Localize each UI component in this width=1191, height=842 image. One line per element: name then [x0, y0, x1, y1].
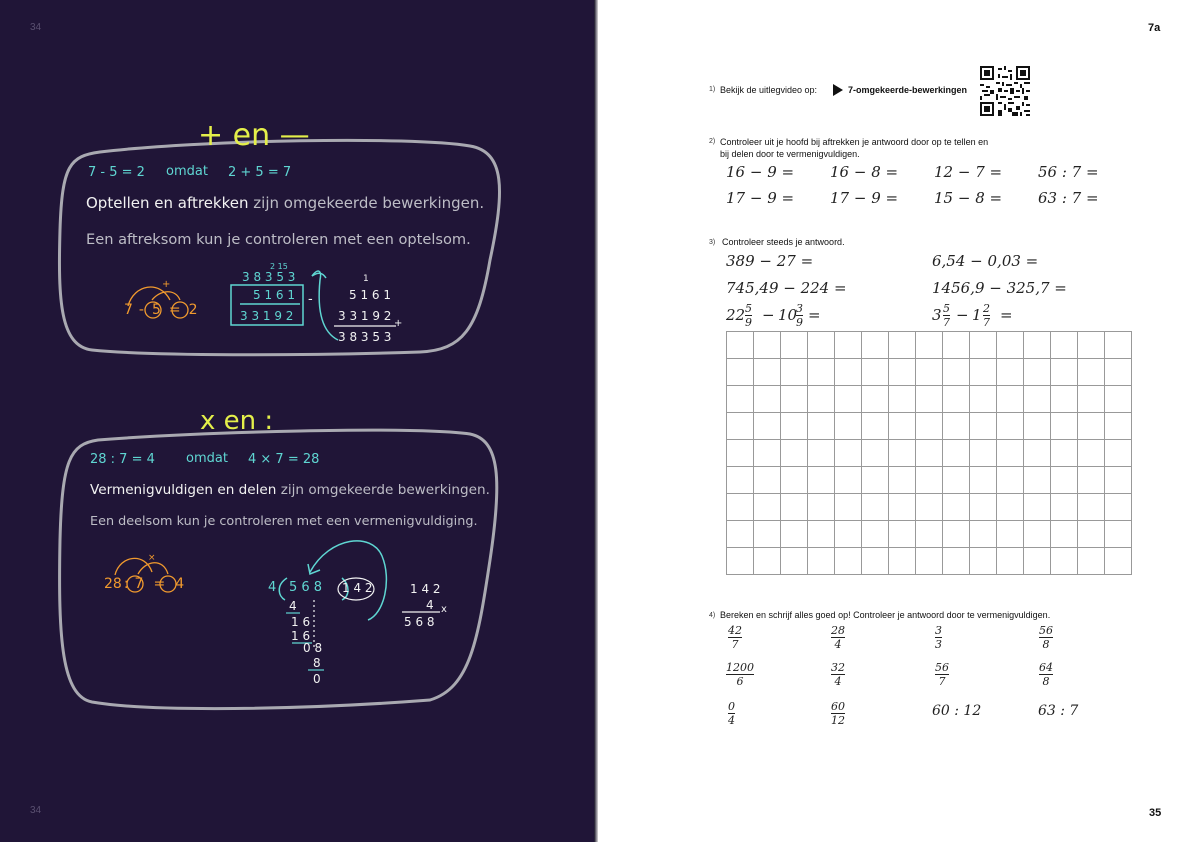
q3-frac2-op: − [956, 306, 969, 324]
box1-mini-plus: + [162, 279, 171, 290]
box2-example: 28 : 7 = 4 [90, 452, 155, 467]
addition-row-1: 5 1 6 1 [349, 288, 391, 302]
left-page-number-bottom: 34 [30, 805, 42, 816]
q3-frac2-whole-b: 1 [972, 306, 982, 324]
box1-because: omdat [166, 164, 208, 179]
box1-example: 7 - 5 = 2 [88, 165, 145, 180]
box2-statement-rest: zijn omgekeerde bewerkingen. [280, 482, 490, 498]
division-step-5: 8 [313, 656, 321, 670]
q3-item-4: 1456,9 − 325,7 = [932, 279, 1067, 297]
q4-fraction-2: 28 4 [831, 624, 845, 651]
q3-frac1-whole-b: 10 [778, 306, 798, 324]
q4-fraction-4: 56 8 [1039, 624, 1053, 651]
q2-item-1: 16 − 9 = [726, 163, 795, 181]
q3-frac1-a: 5 9 [745, 302, 752, 329]
q4-fraction-6: 32 4 [831, 661, 845, 688]
subtraction-minus: - [308, 292, 313, 307]
box1-mini-sum: 7 - 5 = 2 [124, 302, 198, 318]
q3-item-3: 745,49 − 224 = [726, 279, 847, 297]
q2-item-4: 56 : 7 = [1038, 163, 1099, 181]
carry-marks: 2 15 [270, 262, 288, 271]
play-icon[interactable] [832, 83, 844, 97]
q2-item-5: 17 − 9 = [726, 189, 795, 207]
q4-fraction-9: 0 4 [728, 700, 735, 727]
addition-row-2: 3 3 1 9 2 [338, 309, 392, 323]
box2-heading: x en : [200, 406, 274, 436]
q4-fraction-3: 3 3 [935, 624, 942, 651]
q4-division-1: 60 : 12 [932, 703, 982, 719]
q3-item-1: 389 − 27 = [726, 252, 814, 270]
q3-frac1-op: − [762, 306, 775, 324]
q2-item-6: 17 − 9 = [830, 189, 899, 207]
division-step-1: 4 [289, 599, 297, 613]
mini-arc-orange2 [152, 292, 180, 300]
mult-row-1: 1 4 2 [410, 582, 441, 596]
q3-frac2-a: 5 7 [943, 302, 950, 329]
q4-fraction-8: 64 8 [1039, 661, 1053, 688]
divisor-bracket [279, 578, 287, 600]
box1-statement-rest: zijn omgekeerde bewerkingen. [253, 194, 485, 212]
box1-rule: Een aftreksom kun je controleren met een optelsom. [86, 231, 471, 248]
q3-item-2: 6,54 − 0,03 = [932, 252, 1039, 270]
division-step-4: 0 8 [303, 641, 323, 655]
division-quotient: 1 4 2 [342, 581, 373, 595]
q3-frac1-eq: = [808, 306, 821, 324]
right-page-worksheet [598, 0, 1191, 842]
left-page-blackboard [0, 0, 594, 842]
box2-because: omdat [186, 451, 228, 466]
q3-frac1-whole-a: 22 [726, 306, 746, 324]
subtraction-row-3: 3 3 1 9 2 [240, 309, 294, 323]
q3-frac2-whole-a: 3 [932, 306, 942, 324]
q4-fraction-5: 1200 6 [726, 661, 754, 688]
q2-item-7: 15 − 8 = [934, 189, 1003, 207]
q3-number: 3) [709, 239, 716, 246]
q4-fraction-7: 56 7 [935, 661, 949, 688]
q3-text: Controleer steeds je antwoord. [722, 237, 845, 247]
box2-check: 4 × 7 = 28 [248, 452, 320, 467]
q2-number: 2) [709, 138, 716, 145]
q1-number: 1) [709, 86, 716, 93]
qr-code-icon[interactable] [980, 66, 1030, 116]
mult-times-sign: x [441, 604, 447, 615]
division-step-2: 1 6 [291, 615, 311, 629]
box1-statement [86, 194, 484, 212]
box2-statement-bold: Vermenigvuldigen en delen [90, 482, 277, 498]
answer-grid[interactable] [726, 331, 1132, 575]
division-divisor: 4 [268, 580, 277, 595]
box2-statement [90, 482, 490, 498]
division-dividend: 5 6 8 [289, 580, 323, 595]
q3-frac2-b: 2 7 [983, 302, 990, 329]
q4-fraction-1: 42 7 [728, 624, 742, 651]
box2-mini-times: × [148, 553, 156, 563]
left-page-number-top: 34 [30, 22, 42, 33]
chapter-tag: 7a [1148, 22, 1161, 34]
q4-text: Bereken en schrijf alles goed op! Controleer je antwoord door te vermenigvuldigen. [720, 610, 1051, 620]
addition-row-3: 3 8 3 5 3 [338, 330, 392, 344]
box2-outline [60, 430, 497, 708]
box1-statement-bold: Optellen en aftrekken [86, 194, 249, 212]
mini-arc-times2 [138, 563, 168, 574]
box2-rule: Een deelsom kun je controleren met een vermenigvuldiging. [90, 514, 478, 529]
box2-mini-sum: 28 : 7 = 4 [104, 576, 185, 592]
division-step-3: 1 6 [291, 629, 311, 643]
q4-fraction-10: 60 12 [831, 700, 845, 727]
q2-text-line2: bij delen door te vermenigvuldigen. [720, 149, 860, 159]
q4-division-2: 63 : 7 [1038, 703, 1079, 719]
right-page-number: 35 [1149, 807, 1162, 819]
box1-heading: + en — [198, 118, 310, 153]
subtraction-row-1: 3 8 3 5 3 [242, 270, 296, 284]
addition-plus: + [394, 318, 403, 329]
q2-text-line1: Controleer uit je hoofd bij aftrekken je antwoord door op te tellen en [720, 137, 989, 147]
box1-check: 2 + 5 = 7 [228, 165, 292, 180]
q4-number: 4) [709, 612, 716, 619]
addition-carry: 1 [363, 274, 369, 284]
subtraction-row-2: 5 1 6 1 [253, 288, 295, 302]
q3-frac2-eq: = [1000, 306, 1013, 324]
mult-row-3: 5 6 8 [404, 615, 435, 629]
mini-arc-times [115, 558, 152, 575]
division-step-6: 0 [313, 672, 321, 686]
check-arrow-top [312, 273, 326, 278]
q2-item-2: 16 − 8 = [830, 163, 899, 181]
q3-frac1-b: 3 9 [796, 302, 803, 329]
mult-row-2: 4 [426, 598, 434, 612]
q2-item-8: 63 : 7 = [1038, 189, 1099, 207]
q2-item-3: 12 − 7 = [934, 163, 1003, 181]
check-arrow [312, 271, 338, 340]
q1-text: Bekijk de uitlegvideo op: [720, 85, 818, 95]
video-link[interactable]: 7-omgekeerde-bewerkingen [848, 85, 968, 95]
